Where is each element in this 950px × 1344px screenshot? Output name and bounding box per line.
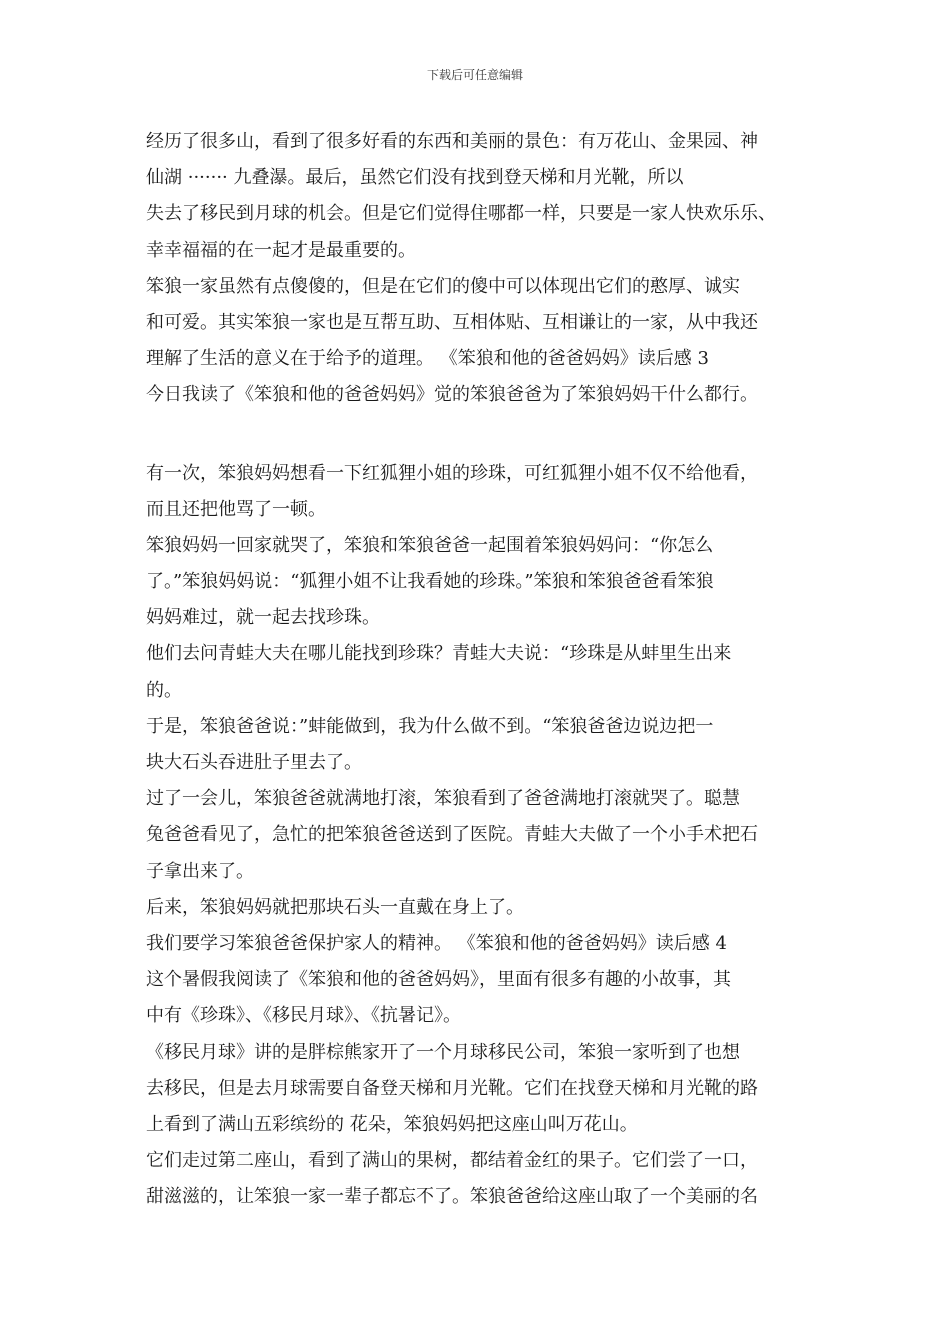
paragraph-gap [146,414,816,456]
text-line: 子拿出来了。 [146,860,254,882]
text-line: 妈妈难过，就一起去找珍珠。 [146,607,380,629]
text-line: 笨狼一家虽然有点傻傻的，但是在它们的傻中可以体现出它们的憨厚、诚实 [146,275,740,297]
text-line: 这个暑假我阅读了《笨狼和他的爸爸妈妈》，里面有很多有趣的小故事，其 [146,969,731,991]
text-line: 了。”笨狼妈妈说：“狐狸小姐不让我看她的珍珠。”笨狼和笨狼爸爸看笨狼 [146,571,714,593]
text-line: 他们去问青蛙大夫在哪儿能找到珍珠？青蛙大夫说：“珍珠是从蚌里生出来 [146,643,732,665]
text-line: 的。 [146,679,182,701]
text-line: 笨狼妈妈一回家就哭了，笨狼和笨狼爸爸一起围着笨狼妈妈问：“你怎么 [146,534,714,556]
text-line: 理解了生活的意义在于给予的道理。 《笨狼和他的爸爸妈妈》读后感 3 [146,348,709,370]
text-line: 甜滋滋的，让笨狼一家一辈子都忘不了。笨狼爸爸给这座山取了一个美丽的名 [146,1186,758,1208]
text-line: 块大石头吞进肚子里去了。 [146,752,362,773]
text-line: 幸幸福福的在一起才是最重要的。 [146,239,416,261]
text-line: 去移民，但是去月球需要自备登天梯和月光靴。它们在找登天梯和月光靴的路 [146,1077,758,1099]
text-line: 上看到了满山五彩缤纷的 花朵，笨狼妈妈把这座山叫万花山。 [146,1113,638,1135]
text-line: 有一次，笨狼妈妈想看一下红狐狸小姐的珍珠，可红狐狸小姐不仅不给他看， [146,462,758,484]
text-line: 仙湖 ······· 九叠瀑。最后，虽然它们没有找到登天梯和月光靴，所以 [146,167,684,189]
text-line: 后来，笨狼妈妈就把那块石头一直戴在身上了。 [146,896,524,918]
text-line: 中有《珍珠》、《移民月球》、《抗暑记》。 [146,1005,461,1027]
text-line: 于是，笨狼爸爸说：”蚌能做到，我为什么做不到。“笨狼爸爸边说边把一 [146,715,714,737]
text-line: 《移民月球》讲的是胖棕熊家开了一个月球移民公司，笨狼一家听到了也想 [146,1041,740,1063]
page-header: 下载后可任意编辑 [426,68,523,82]
text-line: 经历了很多山，看到了很多好看的东西和美丽的景色：有万花山、金果园、神 [146,131,758,152]
text-line: 而且还把他骂了一顿。 [146,498,326,520]
text-line: 兔爸爸看见了，急忙的把笨狼爸爸送到了医院。青蛙大夫做了一个小手术把石 [146,824,758,846]
text-line: 失去了移民到月球的机会。但是它们觉得住哪都一样，只要是一家人快欢乐乐、 [146,203,776,225]
text-line: 它们走过第二座山，看到了满山的果树，都结着金红的果子。它们尝了一口， [146,1150,758,1172]
document-body [146,124,816,1215]
text-line: 我们要学习笨狼爸爸保护家人的精神。 《笨狼和他的爸爸妈妈》读后感 4 [146,932,727,954]
text-line: 今日我读了《笨狼和他的爸爸妈妈》觉的笨狼爸爸为了笨狼妈妈干什么都行。 [146,384,758,406]
text-line: 过了一会儿，笨狼爸爸就满地打滚，笨狼看到了爸爸满地打滚就哭了。聪慧 [146,788,740,810]
text-line: 和可爱。其实笨狼一家也是互帮互助、互相体贴、互相谦让的一家，从中我还 [146,311,758,333]
